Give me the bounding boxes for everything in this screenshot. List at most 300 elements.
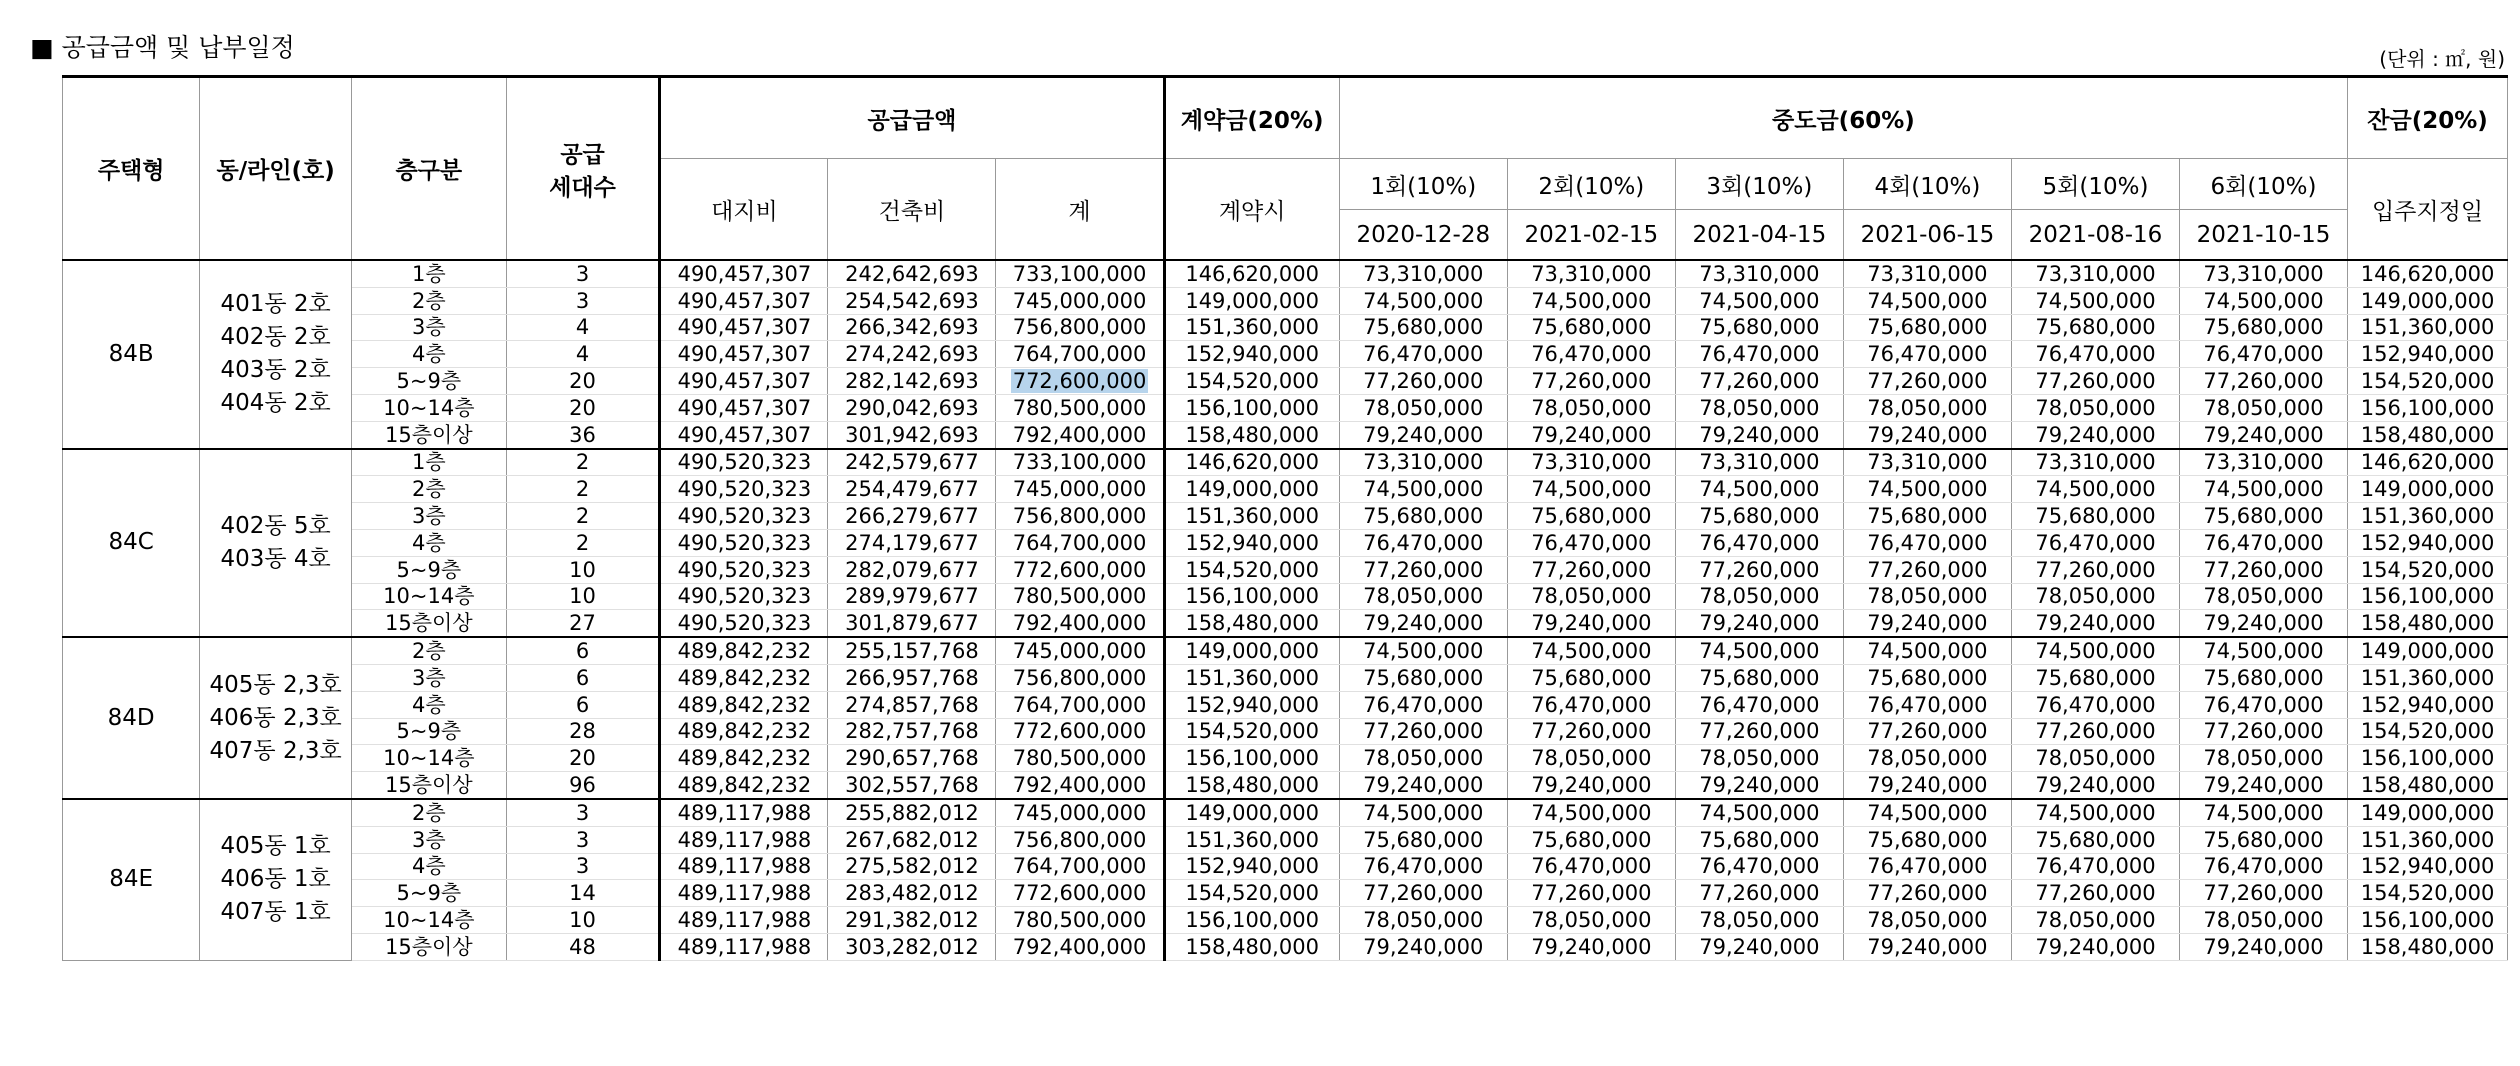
interim-round-2-cell: 75,680,000 <box>1507 826 1675 853</box>
total-cell: 756,800,000 <box>996 826 1164 853</box>
interim-round-5-cell: 76,470,000 <box>2011 853 2179 880</box>
interim-round-5-cell: 75,680,000 <box>2011 664 2179 691</box>
interim-round-5-cell: 75,680,000 <box>2011 826 2179 853</box>
interim-round-5-cell: 73,310,000 <box>2011 260 2179 287</box>
interim-round-2-cell: 78,050,000 <box>1507 394 1675 421</box>
table-row <box>63 826 2508 853</box>
interim-round-5-cell: 78,050,000 <box>2011 394 2179 421</box>
header-interim-date-1: 2020-12-28 <box>1339 210 1507 261</box>
land-cost-cell: 489,117,988 <box>660 799 828 826</box>
contract-cell: 156,100,000 <box>1164 907 1339 934</box>
balance-cell: 149,000,000 <box>2348 637 2508 664</box>
households-cell: 2 <box>506 449 660 476</box>
interim-round-1-cell: 76,470,000 <box>1339 853 1507 880</box>
interim-round-1-cell: 75,680,000 <box>1339 826 1507 853</box>
contract-cell: 158,480,000 <box>1164 610 1339 637</box>
interim-round-3-cell: 73,310,000 <box>1675 260 1843 287</box>
households-cell: 14 <box>506 880 660 907</box>
land-cost-cell: 490,520,323 <box>660 449 828 476</box>
total-cell: 733,100,000 <box>996 260 1164 287</box>
interim-round-1-cell: 73,310,000 <box>1339 260 1507 287</box>
building-cost-cell: 274,242,693 <box>828 341 996 368</box>
section-title: ■ 공급금액 및 납부일정 <box>30 33 295 62</box>
dong-line-item: 405동 1호 <box>220 833 331 860</box>
table-row <box>63 933 2508 960</box>
total-cell: 780,500,000 <box>996 745 1164 772</box>
floor-cell: 15층이상 <box>351 421 506 448</box>
interim-round-4-cell: 79,240,000 <box>1843 772 2011 799</box>
balance-cell: 158,480,000 <box>2348 421 2508 448</box>
total-cell: 772,600,000 <box>996 880 1164 907</box>
table-row <box>63 907 2508 934</box>
interim-round-5-cell: 78,050,000 <box>2011 907 2179 934</box>
header-interim-date-3: 2021-04-15 <box>1675 210 1843 261</box>
header-interim-round-3: 3회(10%) <box>1675 159 1843 210</box>
interim-round-6-cell: 78,050,000 <box>2179 583 2347 610</box>
households-cell: 2 <box>506 529 660 556</box>
balance-cell: 156,100,000 <box>2348 907 2508 934</box>
interim-round-3-cell: 78,050,000 <box>1675 394 1843 421</box>
contract-cell: 151,360,000 <box>1164 503 1339 530</box>
interim-round-1-cell: 79,240,000 <box>1339 610 1507 637</box>
balance-cell: 152,940,000 <box>2348 341 2508 368</box>
balance-cell: 152,940,000 <box>2348 691 2508 718</box>
interim-round-5-cell: 78,050,000 <box>2011 583 2179 610</box>
floor-cell: 3층 <box>351 314 506 341</box>
table-row <box>63 556 2508 583</box>
total-cell: 792,400,000 <box>996 933 1164 960</box>
building-cost-cell: 282,757,768 <box>828 718 996 745</box>
table-row <box>63 664 2508 691</box>
contract-cell: 152,940,000 <box>1164 853 1339 880</box>
header-move-in: 입주지정일 <box>2348 159 2508 261</box>
interim-round-1-cell: 78,050,000 <box>1339 907 1507 934</box>
interim-round-1-cell: 76,470,000 <box>1339 341 1507 368</box>
dong-line-item: 402동 5호 <box>220 512 331 539</box>
balance-cell: 158,480,000 <box>2348 933 2508 960</box>
interim-round-6-cell: 75,680,000 <box>2179 664 2347 691</box>
table-row <box>63 637 2508 664</box>
land-cost-cell: 490,457,307 <box>660 368 828 395</box>
floor-cell: 4층 <box>351 853 506 880</box>
table-row <box>63 691 2508 718</box>
building-cost-cell: 242,579,677 <box>828 449 996 476</box>
interim-round-4-cell: 76,470,000 <box>1843 691 2011 718</box>
interim-round-4-cell: 76,470,000 <box>1843 853 2011 880</box>
building-cost-cell: 267,682,012 <box>828 826 996 853</box>
header-interim-round-6: 6회(10%) <box>2179 159 2347 210</box>
interim-round-5-cell: 75,680,000 <box>2011 503 2179 530</box>
total-cell: 780,500,000 <box>996 907 1164 934</box>
households-cell: 4 <box>506 341 660 368</box>
contract-cell: 146,620,000 <box>1164 260 1339 287</box>
households-cell: 10 <box>506 583 660 610</box>
interim-round-1-cell: 74,500,000 <box>1339 287 1507 314</box>
interim-round-1-cell: 79,240,000 <box>1339 933 1507 960</box>
contract-cell: 152,940,000 <box>1164 691 1339 718</box>
total-cell: 733,100,000 <box>996 449 1164 476</box>
land-cost-cell: 490,457,307 <box>660 421 828 448</box>
building-cost-cell: 283,482,012 <box>828 880 996 907</box>
balance-cell: 149,000,000 <box>2348 287 2508 314</box>
interim-round-3-cell: 79,240,000 <box>1675 933 1843 960</box>
dong-line-item: 403동 2호 <box>220 357 331 384</box>
contract-cell: 151,360,000 <box>1164 664 1339 691</box>
interim-round-3-cell: 74,500,000 <box>1675 287 1843 314</box>
land-cost-cell: 490,457,307 <box>660 287 828 314</box>
header-contract: 계약금(20%) <box>1164 77 1339 159</box>
table-row <box>63 368 2508 395</box>
interim-round-6-cell: 79,240,000 <box>2179 933 2347 960</box>
balance-cell: 151,360,000 <box>2348 503 2508 530</box>
land-cost-cell: 489,842,232 <box>660 691 828 718</box>
floor-cell: 10~14층 <box>351 394 506 421</box>
balance-cell: 156,100,000 <box>2348 745 2508 772</box>
total-cell: 745,000,000 <box>996 476 1164 503</box>
land-cost-cell: 489,117,988 <box>660 907 828 934</box>
interim-round-3-cell: 74,500,000 <box>1675 637 1843 664</box>
dong-line-item: 402동 2호 <box>220 324 331 351</box>
supply-price-table <box>62 75 2508 961</box>
interim-round-6-cell: 78,050,000 <box>2179 745 2347 772</box>
contract-cell: 154,520,000 <box>1164 880 1339 907</box>
header-interim-round-5: 5회(10%) <box>2011 159 2179 210</box>
interim-round-2-cell: 77,260,000 <box>1507 556 1675 583</box>
floor-cell: 5~9층 <box>351 368 506 395</box>
interim-round-4-cell: 76,470,000 <box>1843 529 2011 556</box>
total-cell: 764,700,000 <box>996 691 1164 718</box>
interim-round-6-cell: 79,240,000 <box>2179 421 2347 448</box>
table-row <box>63 314 2508 341</box>
interim-round-2-cell: 76,470,000 <box>1507 341 1675 368</box>
table-row <box>63 583 2508 610</box>
total-cell: 756,800,000 <box>996 664 1164 691</box>
land-cost-cell: 490,520,323 <box>660 529 828 556</box>
balance-cell: 158,480,000 <box>2348 610 2508 637</box>
land-cost-cell: 489,842,232 <box>660 718 828 745</box>
land-cost-cell: 489,842,232 <box>660 637 828 664</box>
interim-round-2-cell: 76,470,000 <box>1507 853 1675 880</box>
interim-round-4-cell: 78,050,000 <box>1843 583 2011 610</box>
housing-type-cell: 84C <box>63 449 200 638</box>
interim-round-2-cell: 77,260,000 <box>1507 368 1675 395</box>
dong-line-item: 406동 1호 <box>220 866 331 893</box>
interim-round-2-cell: 79,240,000 <box>1507 610 1675 637</box>
households-cell: 10 <box>506 907 660 934</box>
households-cell: 3 <box>506 287 660 314</box>
header-floor: 층구분 <box>351 77 506 261</box>
interim-round-5-cell: 76,470,000 <box>2011 529 2179 556</box>
interim-round-5-cell: 77,260,000 <box>2011 718 2179 745</box>
interim-round-6-cell: 76,470,000 <box>2179 853 2347 880</box>
balance-cell: 154,520,000 <box>2348 368 2508 395</box>
dong-line-item: 404동 2호 <box>220 390 331 417</box>
households-cell: 6 <box>506 664 660 691</box>
floor-cell: 3층 <box>351 503 506 530</box>
balance-cell: 149,000,000 <box>2348 476 2508 503</box>
contract-cell: 149,000,000 <box>1164 476 1339 503</box>
interim-round-5-cell: 74,500,000 <box>2011 799 2179 826</box>
interim-round-1-cell: 76,470,000 <box>1339 691 1507 718</box>
land-cost-cell: 489,842,232 <box>660 664 828 691</box>
households-cell: 20 <box>506 745 660 772</box>
interim-round-5-cell: 79,240,000 <box>2011 610 2179 637</box>
interim-round-6-cell: 74,500,000 <box>2179 287 2347 314</box>
header-total: 계 <box>996 159 1164 261</box>
contract-cell: 158,480,000 <box>1164 933 1339 960</box>
total-cell: 780,500,000 <box>996 394 1164 421</box>
interim-round-1-cell: 77,260,000 <box>1339 718 1507 745</box>
dong-line-item: 401동 2호 <box>220 291 331 318</box>
building-cost-cell: 302,557,768 <box>828 772 996 799</box>
housing-type-cell: 84B <box>63 260 200 449</box>
interim-round-4-cell: 78,050,000 <box>1843 907 2011 934</box>
interim-round-6-cell: 77,260,000 <box>2179 718 2347 745</box>
header-dong-line: 동/라인(호) <box>200 77 352 261</box>
interim-round-4-cell: 73,310,000 <box>1843 260 2011 287</box>
interim-round-6-cell: 76,470,000 <box>2179 529 2347 556</box>
contract-cell: 152,940,000 <box>1164 341 1339 368</box>
interim-round-3-cell: 79,240,000 <box>1675 772 1843 799</box>
interim-round-6-cell: 79,240,000 <box>2179 772 2347 799</box>
interim-round-5-cell: 79,240,000 <box>2011 772 2179 799</box>
header-balance: 잔금(20%) <box>2348 77 2508 159</box>
households-cell: 3 <box>506 799 660 826</box>
interim-round-6-cell: 75,680,000 <box>2179 503 2347 530</box>
interim-round-3-cell: 75,680,000 <box>1675 826 1843 853</box>
contract-cell: 146,620,000 <box>1164 449 1339 476</box>
floor-cell: 15층이상 <box>351 772 506 799</box>
households-cell: 4 <box>506 314 660 341</box>
floor-cell: 15층이상 <box>351 933 506 960</box>
interim-round-1-cell: 74,500,000 <box>1339 476 1507 503</box>
interim-round-2-cell: 77,260,000 <box>1507 718 1675 745</box>
interim-round-2-cell: 74,500,000 <box>1507 287 1675 314</box>
interim-round-6-cell: 75,680,000 <box>2179 826 2347 853</box>
land-cost-cell: 489,117,988 <box>660 853 828 880</box>
table-row <box>63 529 2508 556</box>
contract-cell: 152,940,000 <box>1164 529 1339 556</box>
land-cost-cell: 489,842,232 <box>660 745 828 772</box>
table-row <box>63 341 2508 368</box>
header-interim-date-2: 2021-02-15 <box>1507 210 1675 261</box>
interim-round-3-cell: 78,050,000 <box>1675 583 1843 610</box>
interim-round-1-cell: 78,050,000 <box>1339 745 1507 772</box>
households-cell: 10 <box>506 556 660 583</box>
total-cell: 792,400,000 <box>996 610 1164 637</box>
floor-cell: 10~14층 <box>351 745 506 772</box>
housing-type-cell: 84E <box>63 799 200 960</box>
table-row <box>63 745 2508 772</box>
households-cell: 27 <box>506 610 660 637</box>
balance-cell: 146,620,000 <box>2348 449 2508 476</box>
interim-round-3-cell: 78,050,000 <box>1675 907 1843 934</box>
land-cost-cell: 490,520,323 <box>660 556 828 583</box>
interim-round-3-cell: 77,260,000 <box>1675 718 1843 745</box>
interim-round-1-cell: 77,260,000 <box>1339 880 1507 907</box>
interim-round-1-cell: 75,680,000 <box>1339 503 1507 530</box>
contract-cell: 156,100,000 <box>1164 394 1339 421</box>
interim-round-4-cell: 75,680,000 <box>1843 503 2011 530</box>
land-cost-cell: 489,117,988 <box>660 933 828 960</box>
interim-round-2-cell: 74,500,000 <box>1507 476 1675 503</box>
building-cost-cell: 254,479,677 <box>828 476 996 503</box>
contract-cell: 154,520,000 <box>1164 718 1339 745</box>
dong-line-cell <box>200 637 352 799</box>
total-cell: 764,700,000 <box>996 529 1164 556</box>
interim-round-1-cell: 74,500,000 <box>1339 637 1507 664</box>
floor-cell: 1층 <box>351 260 506 287</box>
floor-cell: 5~9층 <box>351 880 506 907</box>
contract-cell: 154,520,000 <box>1164 556 1339 583</box>
contract-cell: 154,520,000 <box>1164 368 1339 395</box>
table-row <box>63 394 2508 421</box>
total-cell: 764,700,000 <box>996 853 1164 880</box>
balance-cell: 156,100,000 <box>2348 394 2508 421</box>
interim-round-6-cell: 76,470,000 <box>2179 691 2347 718</box>
header-interim-round-4: 4회(10%) <box>1843 159 2011 210</box>
total-cell: 772,600,000 <box>996 556 1164 583</box>
interim-round-2-cell: 78,050,000 <box>1507 745 1675 772</box>
interim-round-4-cell: 78,050,000 <box>1843 394 2011 421</box>
balance-cell: 154,520,000 <box>2348 556 2508 583</box>
floor-cell: 15층이상 <box>351 610 506 637</box>
interim-round-3-cell: 77,260,000 <box>1675 368 1843 395</box>
interim-round-2-cell: 75,680,000 <box>1507 314 1675 341</box>
interim-round-3-cell: 75,680,000 <box>1675 503 1843 530</box>
interim-round-5-cell: 75,680,000 <box>2011 314 2179 341</box>
contract-cell: 149,000,000 <box>1164 287 1339 314</box>
interim-round-4-cell: 79,240,000 <box>1843 933 2011 960</box>
interim-round-3-cell: 79,240,000 <box>1675 421 1843 448</box>
floor-cell: 4층 <box>351 341 506 368</box>
interim-round-6-cell: 77,260,000 <box>2179 368 2347 395</box>
interim-round-4-cell: 77,260,000 <box>1843 368 2011 395</box>
interim-round-1-cell: 74,500,000 <box>1339 799 1507 826</box>
interim-round-6-cell: 74,500,000 <box>2179 637 2347 664</box>
contract-cell: 149,000,000 <box>1164 637 1339 664</box>
floor-cell: 5~9층 <box>351 556 506 583</box>
building-cost-cell: 255,882,012 <box>828 799 996 826</box>
unit-note: (단위 : ㎡, 원) <box>2379 47 2505 71</box>
interim-round-2-cell: 73,310,000 <box>1507 449 1675 476</box>
interim-round-3-cell: 79,240,000 <box>1675 610 1843 637</box>
floor-cell: 2층 <box>351 476 506 503</box>
interim-round-6-cell: 79,240,000 <box>2179 610 2347 637</box>
dong-line-cell <box>200 449 352 638</box>
interim-round-4-cell: 74,500,000 <box>1843 476 2011 503</box>
table-row <box>63 610 2508 637</box>
balance-cell: 151,360,000 <box>2348 664 2508 691</box>
interim-round-4-cell: 79,240,000 <box>1843 421 2011 448</box>
interim-round-2-cell: 74,500,000 <box>1507 637 1675 664</box>
dong-line-cell <box>200 799 352 960</box>
interim-round-2-cell: 74,500,000 <box>1507 799 1675 826</box>
interim-round-1-cell: 78,050,000 <box>1339 394 1507 421</box>
floor-cell: 5~9층 <box>351 718 506 745</box>
interim-round-5-cell: 73,310,000 <box>2011 449 2179 476</box>
highlighted-total: 772,600,000 <box>1012 369 1147 394</box>
header-contract-time: 계약시 <box>1164 159 1339 261</box>
contract-cell: 156,100,000 <box>1164 583 1339 610</box>
interim-round-4-cell: 74,500,000 <box>1843 287 2011 314</box>
header-supply-price: 공급금액 <box>660 77 1164 159</box>
dong-line-cell <box>200 260 352 449</box>
interim-round-1-cell: 77,260,000 <box>1339 556 1507 583</box>
floor-cell: 4층 <box>351 691 506 718</box>
interim-round-5-cell: 77,260,000 <box>2011 556 2179 583</box>
header-interim: 중도금(60%) <box>1339 77 2347 159</box>
interim-round-5-cell: 74,500,000 <box>2011 287 2179 314</box>
header-households-line2: 세대수 <box>549 174 616 201</box>
supply-price-table-container <box>62 75 2508 961</box>
land-cost-cell: 490,520,323 <box>660 610 828 637</box>
building-cost-cell: 266,342,693 <box>828 314 996 341</box>
interim-round-2-cell: 78,050,000 <box>1507 583 1675 610</box>
balance-cell: 151,360,000 <box>2348 314 2508 341</box>
households-cell: 3 <box>506 826 660 853</box>
interim-round-3-cell: 77,260,000 <box>1675 880 1843 907</box>
interim-round-5-cell: 77,260,000 <box>2011 368 2179 395</box>
building-cost-cell: 255,157,768 <box>828 637 996 664</box>
interim-round-5-cell: 78,050,000 <box>2011 745 2179 772</box>
building-cost-cell: 282,079,677 <box>828 556 996 583</box>
interim-round-6-cell: 78,050,000 <box>2179 394 2347 421</box>
building-cost-cell: 290,042,693 <box>828 394 996 421</box>
header-interim-round-1: 1회(10%) <box>1339 159 1507 210</box>
interim-round-3-cell: 73,310,000 <box>1675 449 1843 476</box>
floor-cell: 3층 <box>351 826 506 853</box>
interim-round-1-cell: 75,680,000 <box>1339 314 1507 341</box>
building-cost-cell: 242,642,693 <box>828 260 996 287</box>
interim-round-2-cell: 76,470,000 <box>1507 529 1675 556</box>
interim-round-5-cell: 79,240,000 <box>2011 421 2179 448</box>
building-cost-cell: 254,542,693 <box>828 287 996 314</box>
building-cost-cell: 290,657,768 <box>828 745 996 772</box>
households-cell: 3 <box>506 853 660 880</box>
header-households-line1: 공급 <box>560 141 605 168</box>
interim-round-4-cell: 75,680,000 <box>1843 314 2011 341</box>
header-land-cost: 대지비 <box>660 159 828 261</box>
interim-round-4-cell: 77,260,000 <box>1843 718 2011 745</box>
interim-round-6-cell: 77,260,000 <box>2179 880 2347 907</box>
land-cost-cell: 490,520,323 <box>660 476 828 503</box>
interim-round-2-cell: 79,240,000 <box>1507 772 1675 799</box>
land-cost-cell: 489,117,988 <box>660 880 828 907</box>
header-interim-round-2: 2회(10%) <box>1507 159 1675 210</box>
balance-cell: 154,520,000 <box>2348 880 2508 907</box>
interim-round-6-cell: 77,260,000 <box>2179 556 2347 583</box>
land-cost-cell: 490,520,323 <box>660 583 828 610</box>
land-cost-cell: 489,842,232 <box>660 772 828 799</box>
total-cell: 780,500,000 <box>996 583 1164 610</box>
interim-round-2-cell: 79,240,000 <box>1507 421 1675 448</box>
contract-cell: 151,360,000 <box>1164 314 1339 341</box>
header-interim-date-5: 2021-08-16 <box>2011 210 2179 261</box>
interim-round-2-cell: 75,680,000 <box>1507 664 1675 691</box>
floor-cell: 10~14층 <box>351 907 506 934</box>
building-cost-cell: 301,942,693 <box>828 421 996 448</box>
interim-round-3-cell: 76,470,000 <box>1675 529 1843 556</box>
contract-cell: 151,360,000 <box>1164 826 1339 853</box>
interim-round-1-cell: 73,310,000 <box>1339 449 1507 476</box>
interim-round-3-cell: 74,500,000 <box>1675 476 1843 503</box>
balance-cell: 149,000,000 <box>2348 799 2508 826</box>
table-row <box>63 880 2508 907</box>
table-row <box>63 772 2508 799</box>
interim-round-5-cell: 79,240,000 <box>2011 933 2179 960</box>
dong-line-item: 403동 4호 <box>220 545 331 572</box>
